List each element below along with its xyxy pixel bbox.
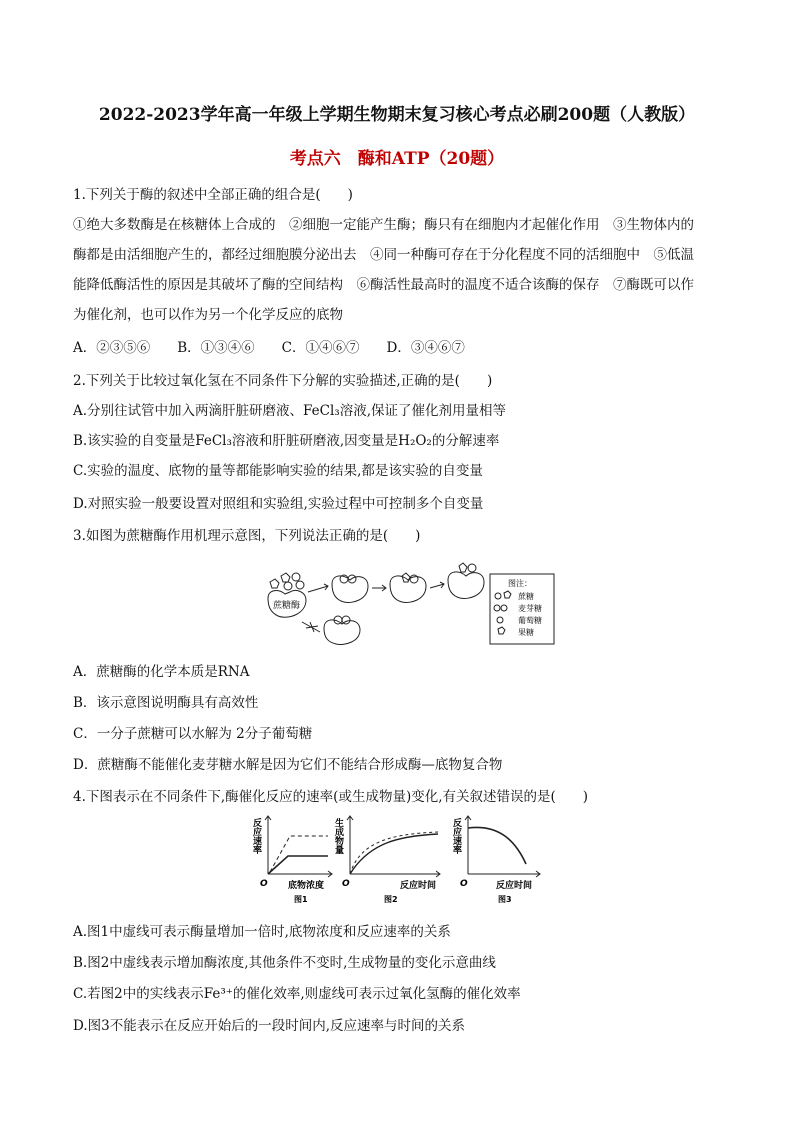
graph2-solid-curve — [350, 834, 438, 874]
q2-option-a: A.分别往试管中加入两滴肝脏研磨液、FeCl₃溶液,保证了催化剂用量相等 — [73, 403, 507, 419]
q3-option-c: C．一分子蔗糖可以水解为 2分子葡萄糖 — [73, 726, 313, 742]
graph3-xlabel: 反应时间 — [496, 881, 533, 891]
section-subtitle: 考点六 酶和ATP（20题） — [289, 149, 505, 169]
legend-maltose: 麦芽糖 — [518, 604, 542, 613]
glucose-icon — [292, 573, 300, 581]
fructose-icon — [270, 579, 279, 588]
q2-stem: 2.下列关于比较过氧化氢在不同条件下分解的实验描述,正确的是( ) — [73, 373, 493, 389]
graph1-dashed-curve — [270, 836, 328, 872]
graph2-dashed-curve — [350, 832, 438, 874]
legend-fructose: 果糖 — [518, 628, 534, 637]
q3-stem: 3.如图为蔗糖酶作用机理示意图，下列说法正确的是( ) — [73, 528, 421, 544]
q1-text-line: 酶都是由活细胞产生的，都经过细胞膜分泌出去 ④同一种酶可存在于分化程度不同的活细胞中 ⑤低温 — [73, 247, 694, 263]
graph2-origin: O — [342, 879, 350, 889]
q4-stem: 4.下图表示在不同条件下,酶催化反应的速率(或生成物量)变化,有关叙述错误的是( ) — [73, 789, 589, 805]
graph1-ylabel: 反应速率 — [251, 818, 261, 854]
legend-glucose: 葡萄糖 — [518, 616, 542, 625]
graph1-caption: 图1 — [294, 895, 308, 904]
glucose-icon — [284, 582, 292, 590]
enzyme-substrate-complex — [332, 576, 368, 603]
q2-option-c: C.实验的温度、底物的量等都能影响实验的结果,都是该实验的自变量 — [73, 463, 483, 479]
graph3-curve — [468, 827, 526, 864]
graph3-caption: 图3 — [498, 895, 512, 904]
q4-option-c: C.若图2中的实线表示Fe³⁺的催化效率,则虚线可表示过氧化氢酶的催化效率 — [73, 986, 521, 1002]
q3-option-b: B．该示意图说明酶具有高效性 — [73, 695, 259, 711]
graph1-xlabel: 底物浓度 — [288, 881, 325, 891]
q1-options: A．②③⑤⑥ B．①③④⑥ C．①④⑥⑦ D．③④⑥⑦ — [73, 340, 465, 356]
q2-option-b: B.该实验的自变量是FeCl₃溶液和肝脏研磨液,因变量是H₂O₂的分解速率 — [73, 433, 500, 449]
q4-option-d: D.图3不能表示在反应开始后的一段时间内,反应速率与时间的关系 — [73, 1018, 466, 1034]
q4-option-b: B.图2中虚线表示增加酶浓度,其他条件不变时,生成物量的变化示意曲线 — [73, 955, 496, 971]
q2-option-d: D.对照实验一般要设置对照组和实验组,实验过程中可控制多个自变量 — [73, 496, 484, 512]
q4-graphs — [240, 812, 550, 910]
q4-option-a: A.图1中虚线可表示酶量增加一倍时,底物浓度和反应速率的关系 — [73, 924, 451, 940]
graph2-xlabel: 反应时间 — [400, 881, 437, 891]
q3-option-d: D．蔗糖酶不能催化麦芽糖水解是因为它们不能结合形成酶—底物复合物 — [73, 757, 503, 773]
sucrase-enzyme — [324, 620, 360, 645]
sucrase-enzyme — [448, 572, 484, 599]
fructose-icon — [281, 573, 290, 582]
sucrase-mechanism-figure — [258, 562, 558, 648]
page-title: 2022-2023学年高一年级上学期生物期末复习核心考点必刷200题（人教版） — [98, 105, 696, 125]
q1-text-line: 能降低酶活性的原因是其破坏了酶的空间结构 ⑥酶活性最高时的温度不适合该酶的保存 ⑦酶既可以作 — [73, 277, 694, 293]
enzyme-label: 蔗糖酶 — [273, 601, 301, 611]
graph2-ylabel: 生成物量 — [333, 818, 343, 854]
enzyme-product-complex — [390, 576, 426, 603]
glucose-icon — [296, 581, 304, 589]
graph2-caption: 图2 — [384, 895, 398, 904]
q1-text-line: ①绝大多数酶是在核糖体上合成的 ②细胞一定能产生酶；酶只有在细胞内才起催化作用 ③生物体内的 — [73, 217, 694, 233]
q3-option-a: A．蔗糖酶的化学本质是RNA — [73, 664, 250, 680]
legend-title: 图注： — [508, 579, 532, 588]
q1-stem: 1.下列关于酶的叙述中全部正确的组合是( ) — [73, 187, 353, 203]
q1-text-line: 为催化剂，也可以作为另一个化学反应的底物 — [73, 307, 343, 323]
graph3-origin: O — [460, 879, 468, 889]
legend-sucrose: 蔗糖 — [518, 592, 534, 601]
graph1-origin: O — [260, 879, 268, 889]
graph3-ylabel: 反应速率 — [451, 818, 461, 854]
